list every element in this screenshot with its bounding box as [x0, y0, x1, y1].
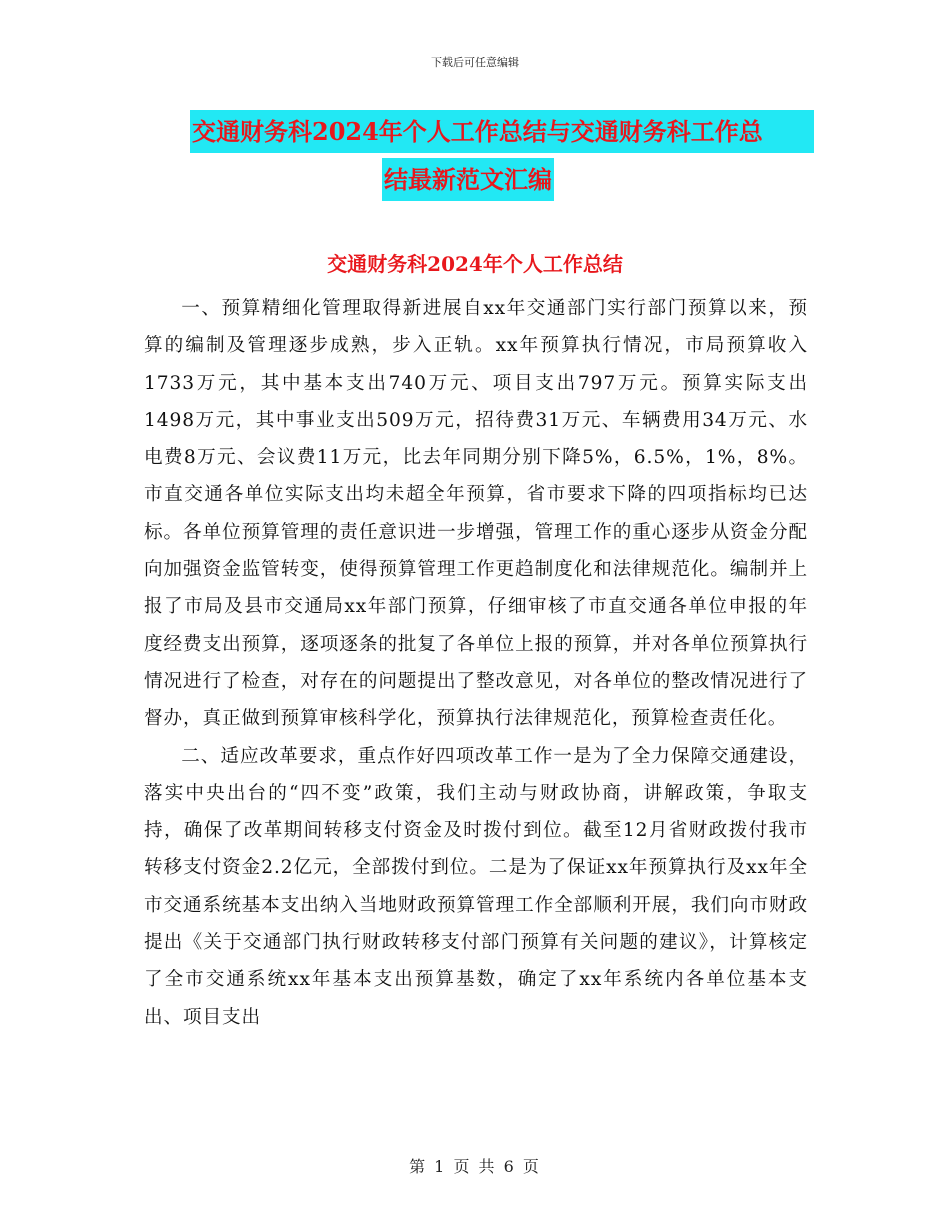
section-subtitle: 交通财务科2024年个人工作总结: [327, 252, 623, 276]
paragraph-1: 一、预算精细化管理取得新进展自xx年交通部门实行部门预算以来，预算的编制及管理逐步成熟，步入正轨。xx年预算执行情况，市局预算收入1733万元，其中基本支出740万元、项目支出797万元。预算实际支出1498万元，其中事业支出509万元，招待费31万元、车辆费用34万元、水电费8万元、会议费11万元，比去年同期分别下降5%，6.5%，1%，8%。市直交通各单位实际支出均未超全年预算，省市要求下降的四项指标均已达标。各单位预算管理的责任意识进一步增强，管理工作的重心逐步从资金分配向加强资金监管转变，使得预算管理工作更趋制度化和法律规范化。编制并上报了市局及县市交通局xx年部门预算，仔细审核了市直交通各单位申报的年度经费支出预算，逐项逐条的批复了各单位上报的预算，并对各单位预算执行情况进行了检查，对存在的问题提出了整改意见，对各单位的整改情况进行了督办，真正做到预算审核科学化，预算执行法律规范化，预算检查责任化。: [144, 298, 808, 730]
title-line-2: 结最新范文汇编: [382, 158, 554, 201]
header-note: 下载后可任意编辑: [431, 56, 519, 69]
page-footer: 第 1 页 共 6 页: [409, 1157, 541, 1176]
paragraph-2: 二、适应改革要求，重点作好四项改革工作一是为了全力保障交通建设，落实中央出台的“四不变”政策，我们主动与财政协商，讲解政策，争取支持，确保了改革期间转移支付资金及时拨付到位。截至12月省财政拨付我市转移支付资金2.2亿元，全部拨付到位。二是为了保证xx年预算执行及xx年全市交通系统基本支出纳入当地财政预算管理工作全部顺利开展，我们向市财政提出《关于交通部门执行财政转移支付部门预算有关问题的建议》，计算核定了全市交通系统xx年基本支出预算基数，确定了xx年系统内各单位基本支出、项目支出: [144, 745, 808, 1028]
title-line-1: 交通财务科2024年个人工作总结与交通财务科工作总: [190, 110, 814, 153]
body-text: [144, 290, 808, 1036]
